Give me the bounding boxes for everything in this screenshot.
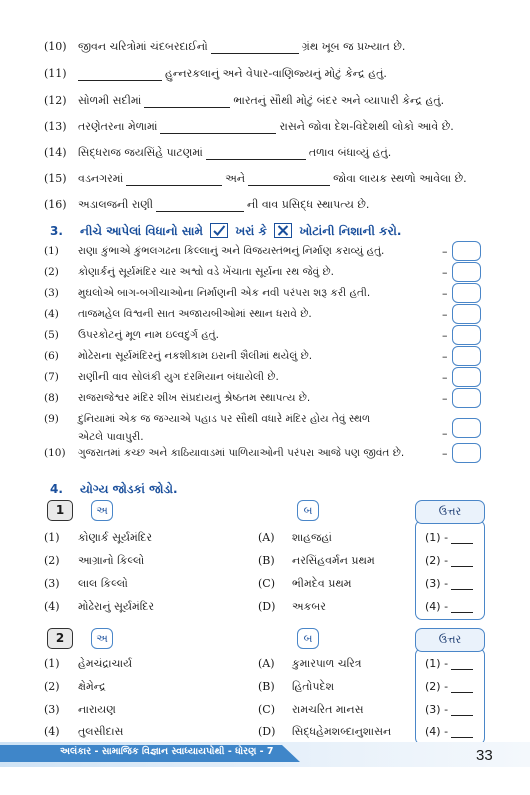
section-number: 4. xyxy=(50,482,63,496)
fill-blank-row xyxy=(44,94,444,108)
match-item-b xyxy=(258,531,332,545)
fill-blank-row xyxy=(44,40,405,54)
statement-text: હુન્નરકલાનું અને વેપાર-વાણિજ્યનું મોટું કેન્દ્ર હતું. xyxy=(165,67,387,80)
match-item-a xyxy=(44,531,152,545)
answer-label: (4) - xyxy=(425,600,449,613)
dash: – xyxy=(442,308,448,321)
item-number: (C) xyxy=(258,703,275,716)
answer-line[interactable] xyxy=(425,531,473,544)
answer-box[interactable] xyxy=(452,304,481,324)
statement-text: સિદ્ધરાજ જયસિંહે પાટણમાં xyxy=(78,146,203,159)
item-number: (9) xyxy=(44,413,59,425)
section-4-heading xyxy=(50,482,178,497)
item-number: (5) xyxy=(44,329,59,341)
statement-text: સોળમી સદીમાં xyxy=(78,94,142,107)
item-number: (C) xyxy=(258,577,275,590)
answer-label: (1) - xyxy=(425,657,449,670)
answer-line[interactable] xyxy=(425,577,473,590)
match-item-b xyxy=(258,600,326,614)
statement-text: મોઢેરાના સૂર્યમંદિરનું નકશીકામ ઇરાની શૈલીમાં થયેલું છે. xyxy=(78,350,313,362)
item-number: (B) xyxy=(258,680,275,693)
heading-text: ખરાં કે xyxy=(235,224,268,238)
true-false-row xyxy=(44,447,404,460)
item-number: (2) xyxy=(44,554,60,567)
statement-text: વડનગરમાં xyxy=(78,172,124,185)
answer-blank[interactable] xyxy=(248,176,330,186)
answer-line[interactable] xyxy=(425,703,473,716)
statement-text: ગુજરાતમાં કચ્છ અને કાઠિયાવાડમાં પાળિયાઓની પરંપરા આજે પણ જીવંત છે. xyxy=(78,447,405,459)
answer-heading: ઉત્તર xyxy=(415,500,485,524)
item-number: (13) xyxy=(44,120,67,133)
item-number: (D) xyxy=(258,600,276,613)
match-set-number: 2 xyxy=(47,628,73,649)
statement-text: રાસને જોવા દેશ-વિદેશથી લોકો આવે છે. xyxy=(279,120,454,133)
answer-box[interactable] xyxy=(452,325,481,345)
match-item-b xyxy=(258,680,334,694)
answer-blank[interactable] xyxy=(206,150,306,160)
fill-blank-row xyxy=(44,146,391,160)
answer-blank[interactable] xyxy=(451,683,473,693)
true-false-row xyxy=(44,287,370,300)
statement-text: ઉપરકોટનું મૂળ નામ ઇલ્વદુર્ગ હતું. xyxy=(78,329,219,341)
item-text: હેમચંદ્રાચાર્ય xyxy=(78,657,133,670)
match-item-b xyxy=(258,554,375,568)
item-text: શાહજહાં xyxy=(292,531,332,544)
footer-title: અલંકાર - સામાજિક વિજ્ઞાન સ્વાધ્યાયપોથી - ધોરણ - 7 xyxy=(60,746,274,757)
match-item-a xyxy=(44,600,154,614)
item-text: આગ્રાનો કિલ્લો xyxy=(78,554,145,567)
true-false-row xyxy=(44,245,384,258)
column-a-heading: અ xyxy=(91,628,113,649)
fill-blank-row xyxy=(44,67,387,81)
item-number: (1) xyxy=(44,531,60,544)
answer-label: (3) - xyxy=(425,703,449,716)
answer-box[interactable] xyxy=(452,283,481,303)
answer-box[interactable] xyxy=(452,388,481,408)
dash: – xyxy=(442,427,448,440)
column-a-heading: અ xyxy=(91,500,113,521)
statement-text: રાણા કુંભાએ કુંભલગઢના કિલ્લાનું અને વિજયસ્તંભનું નિર્માણ કરાવ્યું હતું. xyxy=(78,245,385,257)
answer-box[interactable] xyxy=(452,418,481,438)
item-number: (1) xyxy=(44,657,60,670)
answer-blank[interactable] xyxy=(144,98,230,108)
heading-text: નીચે આપેલાં વિધાનો સામે xyxy=(80,224,203,238)
item-number: (1) xyxy=(44,245,59,257)
item-number: (3) xyxy=(44,287,59,299)
item-text: રામચરિત માનસ xyxy=(292,703,364,716)
answer-blank[interactable] xyxy=(451,557,473,567)
item-number: (6) xyxy=(44,350,59,362)
dash: – xyxy=(442,287,448,300)
statement-text: કોણાર્કનું સૂર્યમંદિર ચાર અશ્વો વડે ખેંચાતા સૂર્યના રથ જેવું છે. xyxy=(78,266,334,278)
item-number: (14) xyxy=(44,146,67,159)
item-number: (4) xyxy=(44,725,60,738)
dash: – xyxy=(442,392,448,405)
answer-blank[interactable] xyxy=(451,728,473,738)
item-number: (A) xyxy=(258,657,275,670)
answer-line[interactable] xyxy=(425,680,473,693)
item-number: (2) xyxy=(44,266,59,278)
heading-text: ખોટાંની નિશાની કરો. xyxy=(299,224,402,238)
true-false-row xyxy=(44,308,312,321)
match-item-a xyxy=(44,680,106,694)
item-number: (4) xyxy=(44,308,59,320)
answer-blank[interactable] xyxy=(451,603,473,613)
page-number: 33 xyxy=(476,747,493,764)
match-item-a xyxy=(44,577,128,591)
item-text: લાલ કિલ્લો xyxy=(78,577,128,590)
item-text: મોઢેરાનું સૂર્યમંદિર xyxy=(78,600,155,613)
answer-line[interactable] xyxy=(425,600,473,613)
item-number: (B) xyxy=(258,554,275,567)
answer-blank[interactable] xyxy=(126,176,222,186)
true-false-row xyxy=(44,329,219,342)
answer-blank[interactable] xyxy=(78,71,162,81)
item-text: ભીમદેવ પ્રથમ xyxy=(292,577,352,590)
item-number: (12) xyxy=(44,94,67,107)
heading-text: યોગ્ય જોડકાં જોડો. xyxy=(80,482,178,496)
answer-box[interactable] xyxy=(452,241,481,261)
match-item-b xyxy=(258,703,363,717)
item-text: અકબર xyxy=(292,600,326,613)
column-b-heading: બ xyxy=(297,628,319,649)
item-number: (8) xyxy=(44,392,59,404)
fill-blank-row xyxy=(44,120,454,134)
item-text: નરસિંહવર્મન પ્રથમ xyxy=(292,554,375,567)
item-number: (10) xyxy=(44,447,66,459)
answer-line[interactable] xyxy=(425,725,473,738)
statement-text: અડાલજની રાણી xyxy=(78,198,154,211)
statement-text: તળાવ બંધાવ્યું હતું. xyxy=(308,146,392,159)
match-item-a xyxy=(44,554,144,568)
true-false-row xyxy=(44,392,310,405)
answer-box[interactable] xyxy=(452,367,481,387)
answer-label: (4) - xyxy=(425,725,449,738)
answer-blank[interactable] xyxy=(211,44,299,54)
match-set-number: 1 xyxy=(47,500,73,521)
answer-label: (3) - xyxy=(425,577,449,590)
answer-blank[interactable] xyxy=(156,202,244,212)
cross-mark-icon xyxy=(274,223,292,238)
item-number: (2) xyxy=(44,680,60,693)
statement-text: અને xyxy=(225,172,246,185)
answer-box[interactable] xyxy=(452,443,481,463)
answer-label: (2) - xyxy=(425,554,449,567)
statement-text: જીવન ચરિત્રોમાં ચંદબરદાઈનો xyxy=(78,40,208,53)
answer-line[interactable] xyxy=(425,554,473,567)
answer-heading: ઉત્તર xyxy=(415,628,485,652)
item-number: (3) xyxy=(44,703,60,716)
item-number: (A) xyxy=(258,531,275,544)
statement-text: ગ્રંથ ખૂબ જ પ્રખ્યાત છે. xyxy=(301,40,406,53)
item-number: (3) xyxy=(44,577,60,590)
answer-line[interactable] xyxy=(425,657,473,670)
dash: – xyxy=(442,350,448,363)
answer-blank[interactable] xyxy=(451,706,473,716)
answer-blank[interactable] xyxy=(451,660,473,670)
statement-text: દુનિયામાં એક જ જગ્યાએ પહાડ પર સૌથી વધારે મંદિર હોય તેવું સ્થળ xyxy=(78,413,371,425)
section-3-heading xyxy=(50,224,401,239)
true-false-row xyxy=(44,413,370,444)
statement-text: તરણેતરના મેળામાં xyxy=(78,120,158,133)
fill-blank-row xyxy=(44,172,467,186)
item-text: કુમારપાળ ચરિત્ર xyxy=(292,657,362,670)
item-number: (11) xyxy=(44,67,67,80)
match-item-b xyxy=(258,577,352,591)
check-mark-icon xyxy=(210,223,228,238)
item-number: (7) xyxy=(44,371,59,383)
statement-text: મુઘલોએ બાગ-બગીચાઓના નિર્માણની એક નવી પરંપરા શરૂ કરી હતી. xyxy=(78,287,371,299)
item-text: નારાયણ xyxy=(78,703,116,716)
fill-blank-row xyxy=(44,198,369,212)
dash: – xyxy=(442,447,448,460)
item-number: (D) xyxy=(258,725,276,738)
answer-box[interactable] xyxy=(452,346,481,366)
dash: – xyxy=(442,266,448,279)
dash: – xyxy=(442,371,448,384)
match-item-a xyxy=(44,703,116,717)
item-text: સિદ્ધહેમશબ્દાનુશાસન xyxy=(292,725,392,738)
item-number: (16) xyxy=(44,198,67,211)
true-false-row xyxy=(44,371,279,384)
statement-text: જોવા લાયક સ્થળો આવેલા છે. xyxy=(333,172,467,185)
answer-label: (2) - xyxy=(425,680,449,693)
statement-text: તાજમહેલ વિશ્વની સાત અજાયબીઓમાં સ્થાન ધરાવે છે. xyxy=(78,308,312,320)
match-item-b xyxy=(258,657,362,671)
statement-text: રાજરાજેશ્વર મંદિર શીખ સંપ્રદાયનું શ્રેષ્ઠતમ સ્થાપત્ય છે. xyxy=(78,392,311,404)
item-text: તુલસીદાસ xyxy=(78,725,124,738)
dash: – xyxy=(442,245,448,258)
answer-blank[interactable] xyxy=(451,534,473,544)
match-item-b xyxy=(258,725,391,739)
answer-blank[interactable] xyxy=(451,580,473,590)
match-item-a xyxy=(44,657,132,671)
column-b-heading: બ xyxy=(297,500,319,521)
true-false-row xyxy=(44,266,334,279)
statement-text: રાણીની વાવ સોલંકી યુગ દરમિયાન બંધાયેલી છે. xyxy=(78,371,279,383)
section-number: 3. xyxy=(50,224,63,238)
answer-label: (1) - xyxy=(425,531,449,544)
item-number: (15) xyxy=(44,172,67,185)
item-text: હિતોપદેશ xyxy=(292,680,335,693)
true-false-row xyxy=(44,350,312,363)
answer-blank[interactable] xyxy=(160,124,276,134)
answer-box[interactable] xyxy=(452,262,481,282)
statement-text-continued: એટલે પાવાપુરી. xyxy=(78,431,144,443)
item-number: (4) xyxy=(44,600,60,613)
statement-text: ની વાવ પ્રસિદ્ધ સ્થાપત્ય છે. xyxy=(247,198,370,211)
item-text: કોણાર્ક સૂર્યમંદિર xyxy=(78,531,153,544)
match-item-a xyxy=(44,725,123,739)
dash: – xyxy=(442,329,448,342)
statement-text: ભારતનું સૌથી મોટું બંદર અને વ્યાપારી કેન્દ્ર હતું. xyxy=(233,94,445,107)
item-number: (10) xyxy=(44,40,67,53)
item-text: ક્ષેમેન્દ્ર xyxy=(78,680,106,693)
